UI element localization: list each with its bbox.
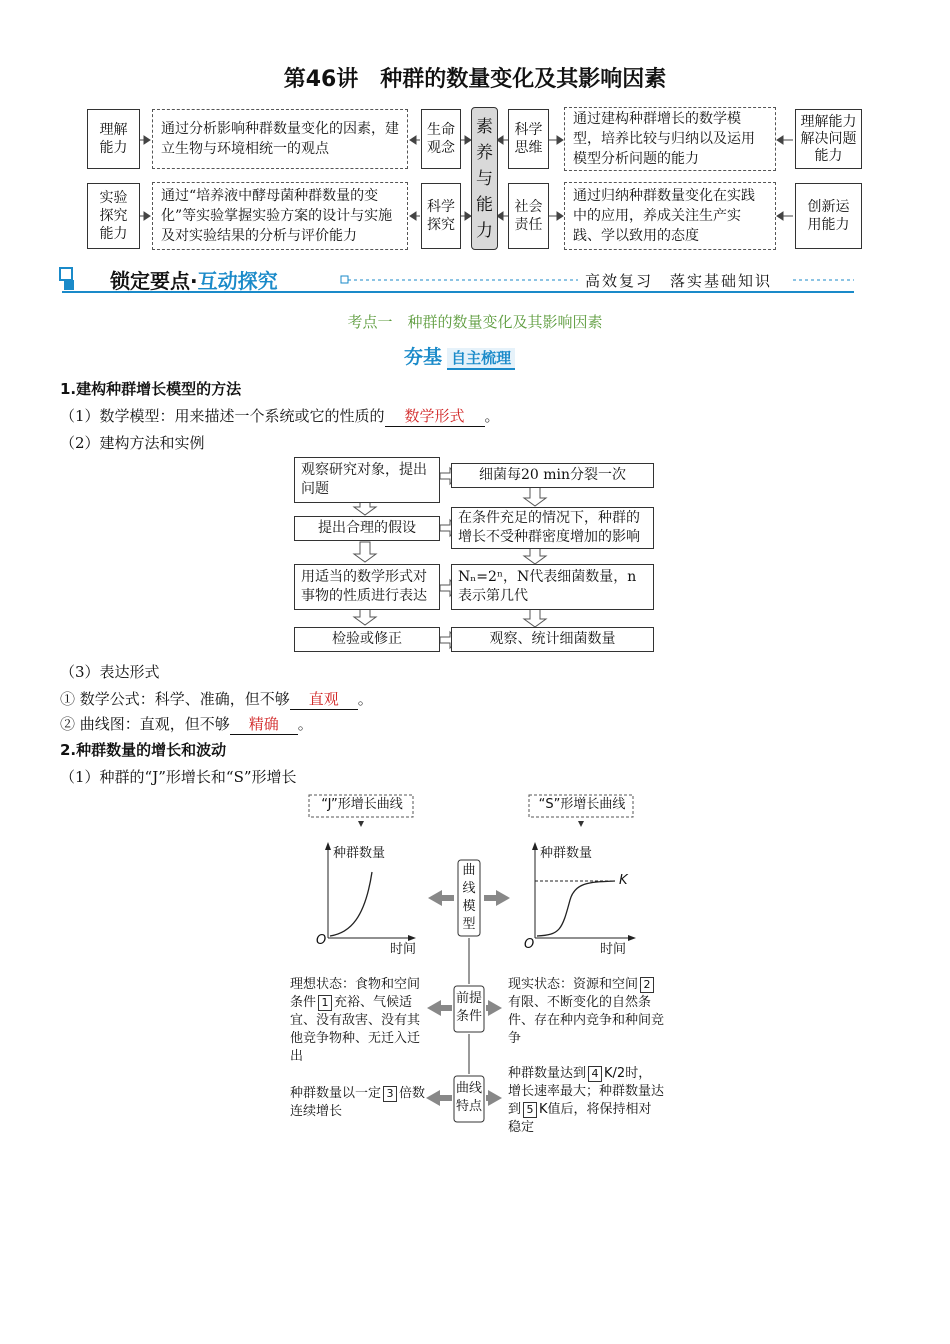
s1-p2: （2）建构方法和实例 bbox=[60, 434, 205, 452]
sub-banner-a: 夯基 bbox=[404, 346, 443, 368]
k-label: K bbox=[619, 873, 628, 888]
s-feature-b: K/2时，增长速率最大；种群数量达到 bbox=[508, 1066, 665, 1117]
s1-p1-end: 。 bbox=[484, 407, 500, 425]
s-feature-c: K值后，将保持相对稳定 bbox=[508, 1102, 652, 1135]
s2-p1: （1）种群的“J”形增长和“S”形增长 bbox=[60, 768, 297, 786]
banner-title-2: 互动探究 bbox=[197, 269, 278, 293]
answer-blank-1: 数学形式 bbox=[385, 405, 485, 427]
j-premise bbox=[290, 976, 430, 1066]
flow-left-4: 检验或修正 bbox=[294, 627, 440, 652]
sub-banner bbox=[404, 342, 515, 369]
ability-experiment: 实验探究能力 bbox=[87, 183, 140, 249]
sub-banner-b: 自主梳理 bbox=[447, 348, 515, 370]
s1-formula-text: ① 数学公式：科学、准确，但不够 bbox=[60, 690, 290, 708]
answer-blank-2: 直观 bbox=[290, 688, 358, 710]
ability-understanding: 理解能力 bbox=[87, 109, 140, 169]
answer-blank-3: 精确 bbox=[230, 713, 298, 735]
banner-title-1: 锁定要点 bbox=[110, 269, 190, 293]
desc-experiment: 通过“培养液中酵母菌种群数量的变化”等实验掌握实验方案的设计与实施及对实验结果的分析与评价能力 bbox=[152, 182, 408, 250]
j-x-axis-label: 时间 bbox=[390, 942, 417, 957]
domain-scientific-inquiry: 科学探究 bbox=[421, 183, 461, 249]
s1-curve-text: ② 曲线图：直观，但不够 bbox=[60, 715, 230, 733]
flow-right-4: 观察、统计细菌数量 bbox=[451, 627, 654, 652]
domain-scientific-thinking: 科学思维 bbox=[508, 109, 549, 169]
section-2-heading: 2.种群数量的增长和波动 bbox=[60, 741, 227, 759]
desc-social-responsibility: 通过归纳种群数量变化在实践中的应用，养成关注生产实践、学以致用的态度 bbox=[564, 182, 776, 250]
kaodian-title: 考点一 种群的数量变化及其影响因素 bbox=[347, 313, 603, 331]
s1-p1-text: （1）数学模型：用来描述一个系统或它的性质的 bbox=[60, 407, 385, 425]
ability-innovation: 创新运用能力 bbox=[795, 183, 862, 249]
domain-social-responsibility: 社会责任 bbox=[508, 183, 549, 249]
j-feature bbox=[290, 1085, 430, 1121]
mid-curve-model: 曲线模型 bbox=[462, 863, 476, 932]
flow-left-1: 观察研究对象，提出问题 bbox=[294, 457, 440, 503]
j-origin: O bbox=[316, 933, 327, 948]
banner-dot: · bbox=[190, 269, 198, 293]
mid-premise: 前提条件 bbox=[455, 991, 482, 1024]
banner-slogan: 高效复习 落实基础知识 bbox=[585, 272, 773, 290]
flow-right-1: 细菌每20 min分裂一次 bbox=[451, 463, 654, 488]
blank-num-4: 4 bbox=[588, 1066, 602, 1082]
flow-left-2: 提出合理的假设 bbox=[294, 516, 440, 541]
flow-right-2: 在条件充足的情况下，种群的增长不受种群密度增加的影响 bbox=[451, 507, 654, 549]
desc-life-concept: 通过分析影响种群数量变化的因素，建立生物与环境相统一的观点 bbox=[152, 109, 408, 169]
s1-p3: （3）表达形式 bbox=[60, 663, 160, 681]
j-y-axis-label: 种群数量 bbox=[333, 846, 386, 861]
mid-feature: 曲线特点 bbox=[455, 1081, 482, 1114]
s-premise bbox=[508, 976, 664, 1048]
section-1-heading: 1.建构种群增长模型的方法 bbox=[60, 380, 242, 398]
flow-left-3: 用适当的数学形式对事物的性质进行表达 bbox=[294, 564, 440, 610]
j-premise-a: 理想状态：食物和空间条件 bbox=[290, 977, 421, 1010]
desc-scientific-thinking: 通过建构种群增长的数学模型，培养比较与归纳以及运用模型分析问题的能力 bbox=[564, 107, 776, 171]
s-premise-a: 现实状态：资源和空间 bbox=[508, 977, 639, 992]
j-premise-b: 充裕、气候适宜、没有敌害、没有其他竞争物种、无迁入迁出 bbox=[290, 995, 421, 1064]
s-feature-a: 种群数量达到 bbox=[508, 1066, 587, 1081]
s-curve-label: “S”形增长曲线 bbox=[538, 797, 626, 812]
domain-life-concept: 生命观念 bbox=[421, 109, 461, 169]
s1-formula bbox=[60, 688, 373, 710]
blank-num-5: 5 bbox=[523, 1102, 537, 1118]
s1-formula-end: 。 bbox=[357, 690, 373, 708]
blank-num-2: 2 bbox=[640, 977, 654, 993]
s-x-axis-label: 时间 bbox=[600, 942, 627, 957]
flow-right-3: Nₙ=2ⁿ，N代表细菌数量，n表示第几代 bbox=[451, 564, 654, 610]
s-feature bbox=[508, 1065, 664, 1137]
j-feature-a: 种群数量以一定 bbox=[290, 1086, 382, 1101]
s1-curve bbox=[60, 713, 313, 735]
s-origin: O bbox=[524, 937, 535, 952]
blank-num-3: 3 bbox=[383, 1086, 397, 1102]
ability-problem-solving: 理解能力解决问题能力 bbox=[795, 109, 862, 169]
s-premise-b: 有限、不断变化的自然条件、存在种内竞争和种间竞争 bbox=[508, 995, 665, 1046]
s-y-axis-label: 种群数量 bbox=[540, 846, 593, 861]
page-title: 第46讲 种群的数量变化及其影响因素 bbox=[283, 67, 667, 92]
s1-curve-end: 。 bbox=[297, 715, 313, 733]
center-competency: 素养与能力 bbox=[471, 107, 498, 250]
blank-num-1: 1 bbox=[318, 995, 332, 1011]
j-curve-label: “J”形增长曲线 bbox=[321, 797, 403, 812]
j-feature-b: 倍数连续增长 bbox=[290, 1086, 426, 1119]
s1-p1 bbox=[60, 405, 500, 427]
